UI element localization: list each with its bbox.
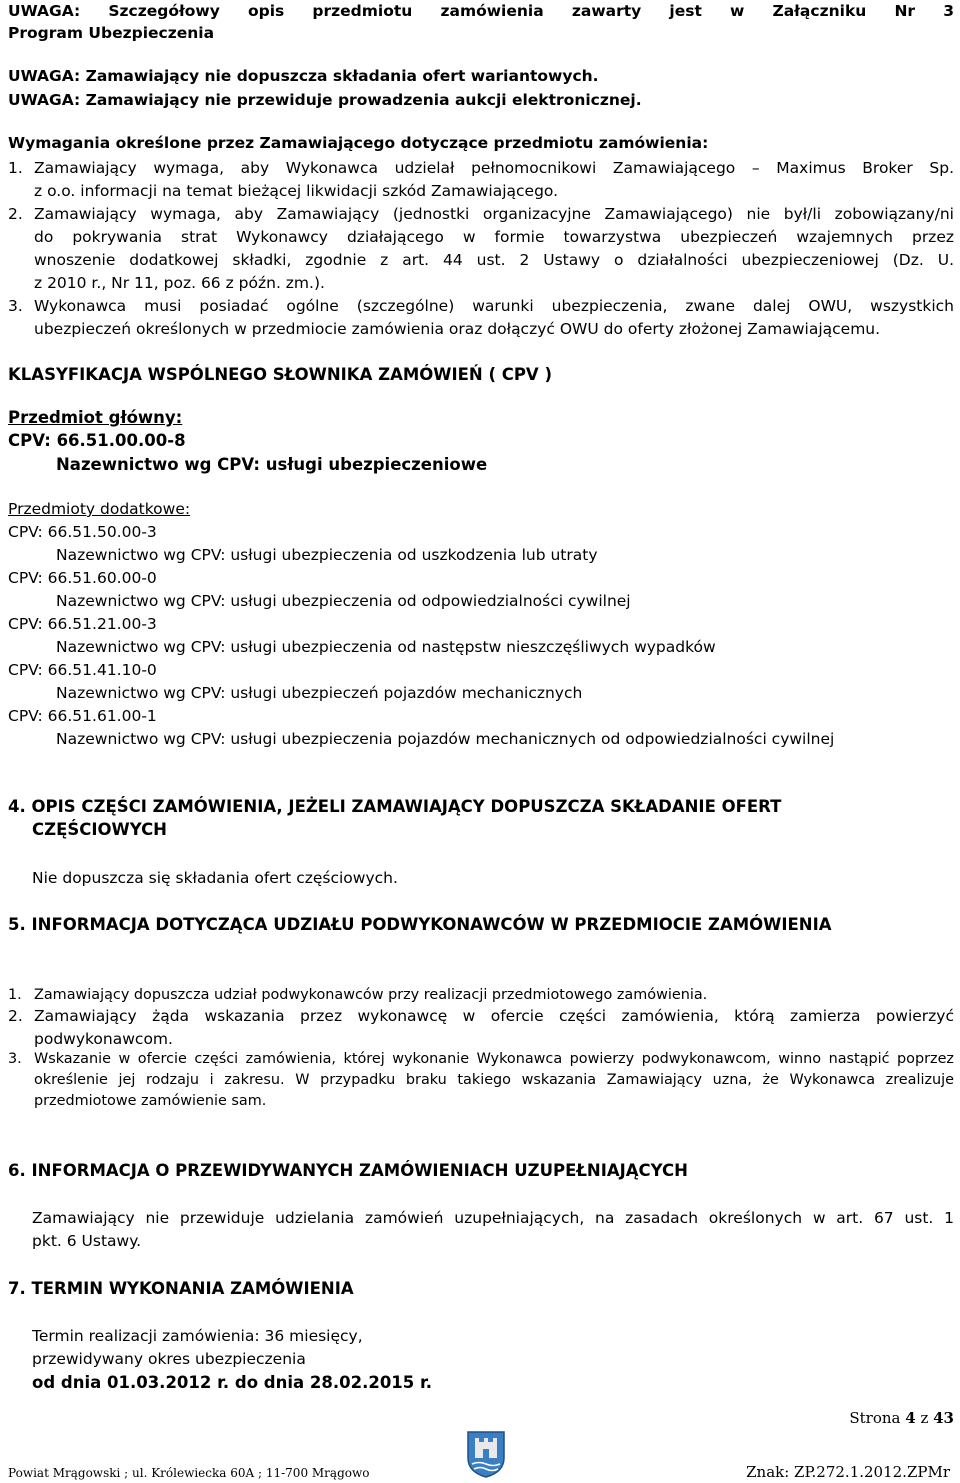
cpv-code: CPV: 66.51.41.10-0 [8, 661, 157, 679]
requirement-2-line1: Zamawiający wymaga, aby Zamawiający (jednostki organizacyjne Zamawiającego) nie był/li zobowiązany/ni [34, 205, 954, 223]
uwaga-variants: UWAGA: Zamawiający nie dopuszcza składania ofert wariantowych. [8, 67, 599, 85]
requirement-3-rest: ubezpieczeń określonych w przedmiocie zamówienia oraz dołączyć OWU do oferty złożonej Zamawiającemu. [34, 320, 881, 338]
footer-sign: Znak: ZP.272.1.2012.ZPMr [746, 1463, 950, 1481]
section-5-item-3-line1: Wskazanie w ofercie części zamówienia, której wykonanie Wykonawca powierzy podwykonawcom, winno nastąpić poprzez [34, 1051, 954, 1067]
page-mid: z [915, 1409, 934, 1427]
coat-of-arms-icon [466, 1430, 506, 1478]
cpv-main-label: Przedmiot główny: [8, 408, 183, 427]
cpv-code: CPV: 66.51.60.00-0 [8, 569, 157, 587]
section-5-item-2-rest: podwykonawcom. [34, 1030, 173, 1048]
uwaga-subject-line1: UWAGA: Szczegółowy opis przedmiotu zamówienia zawarty jest w Załączniku Nr 3 [8, 2, 954, 20]
requirements-title: Wymagania określone przez Zamawiającego dotyczące przedmiotu zamówienia: [8, 134, 709, 152]
section-7-title: 7. TERMIN WYKONANIA ZAMÓWIENIA [8, 1279, 354, 1298]
section-6-line1: Zamawiający nie przewiduje udzielania zamówień uzupełniających, na zasadach określonych w art. 67 ust. 1 [32, 1209, 954, 1227]
section-5-item-2-line1: Zamawiający żąda wskazania przez wykonawcę w ofercie części zamówienia, którą zamierza powierzyć [34, 1007, 954, 1025]
section-6-text [8, 1207, 954, 1253]
section-4-text: Nie dopuszcza się składania ofert częściowych. [32, 869, 398, 887]
cpv-additional-label: Przedmioty dodatkowe: [8, 500, 191, 518]
cpv-name: Nazewnictwo wg CPV: usługi ubezpieczenia od następstw nieszczęśliwych wypadków [56, 638, 716, 656]
requirement-3-line1: Wykonawca musi posiadać ogólne (szczególne) warunki ubezpieczenia, zwane dalej OWU, wszystkich [34, 297, 954, 315]
page-total: 43 [933, 1409, 954, 1427]
cpv-main-name: Nazewnictwo wg CPV: usługi ubezpieczeniowe [56, 455, 488, 474]
page-prefix: Strona [849, 1409, 906, 1427]
section-5-item-2-number: 2. [8, 1007, 23, 1025]
section-4-title [8, 795, 954, 841]
section-5-item-1 [8, 985, 954, 1006]
section-5-item-3-number: 3. [8, 1051, 22, 1067]
section-7-line1: Termin realizacji zamówienia: 36 miesięcy, [32, 1327, 363, 1345]
section-4-title-line2: CZĘŚCIOWYCH [32, 820, 167, 839]
section-6-rest: pkt. 6 Ustawy. [32, 1232, 142, 1250]
section-5-item-3-rest: przedmiotowe zamówienie sam. [34, 1093, 267, 1109]
section-5-item-3-line2: określenie jej rodzaju i zakresu. W przypadku braku takiego wskazania Zamawiający uzna, że Wykonawca zrealizuje [34, 1072, 954, 1088]
uwaga-auction: UWAGA: Zamawiający nie przewiduje prowadzenia aukcji elektronicznej. [8, 91, 642, 109]
section-5-item-1-text: Zamawiający dopuszcza udział podwykonawców przy realizacji przedmiotowego zamówienia. [34, 987, 708, 1003]
requirement-2 [8, 203, 954, 295]
requirement-1 [8, 157, 954, 203]
requirement-1-line1: Zamawiający wymaga, aby Wykonawca udzielał pełnomocnikowi Zamawiającego – Maximus Broker Sp. [34, 159, 954, 177]
requirement-2-rest: z 2010 r., Nr 11, poz. 66 z późn. zm.). [34, 274, 325, 292]
requirement-3-number: 3. [8, 297, 23, 315]
requirement-1-number: 1. [8, 159, 23, 177]
section-7-text [8, 1325, 954, 1394]
requirement-1-rest: z o.o. informacji na temat bieżącej likwidacji szkód Zamawiającego. [34, 182, 559, 200]
section-7-line2: przewidywany okres ubezpieczenia [32, 1350, 306, 1368]
cpv-name: Nazewnictwo wg CPV: usługi ubezpieczenia od odpowiedzialności cywilnej [56, 592, 631, 610]
section-5-item-1-number: 1. [8, 987, 22, 1003]
cpv-code: CPV: 66.51.50.00-3 [8, 523, 157, 541]
section-6-title: 6. INFORMACJA O PRZEWIDYWANYCH ZAMÓWIENIACH UZUPEŁNIAJĄCYCH [8, 1161, 688, 1180]
section-5-item-2 [8, 1005, 954, 1051]
cpv-name: Nazewnictwo wg CPV: usługi ubezpieczenia od uszkodzenia lub utraty [56, 546, 598, 564]
section-7-dates: od dnia 01.03.2012 r. do dnia 28.02.2015 r. [32, 1373, 433, 1392]
requirement-2-line2: do pokrywania strat Wykonawcy działającego w formie towarzystwa ubezpieczeń wzajemnych przez [34, 228, 954, 246]
section-5-item-3 [8, 1049, 954, 1112]
uwaga-subject-line2: Program Ubezpieczenia [8, 24, 215, 42]
footer-address: Powiat Mrągowski ; ul. Królewiecka 60A ; 11-700 Mrągowo [8, 1466, 370, 1480]
cpv-code: CPV: 66.51.21.00-3 [8, 615, 157, 633]
requirement-2-number: 2. [8, 205, 23, 223]
page-number [849, 1409, 954, 1427]
section-5-title: 5. INFORMACJA DOTYCZĄCA UDZIAŁU PODWYKONAWCÓW W PRZEDMIOCIE ZAMÓWIENIA [8, 915, 832, 934]
requirement-3 [8, 295, 954, 341]
cpv-main-code: CPV: 66.51.00.00-8 [8, 431, 186, 450]
cpv-title: KLASYFIKACJA WSPÓLNEGO SŁOWNIKA ZAMÓWIEŃ ( CPV ) [8, 365, 552, 384]
section-4-title-line1: 4. OPIS CZĘŚCI ZAMÓWIENIA, JEŻELI ZAMAWIAJĄCY DOPUSZCZA SKŁADANIE OFERT [8, 797, 782, 816]
cpv-additional-list [8, 521, 954, 751]
cpv-name: Nazewnictwo wg CPV: usługi ubezpieczeń pojazdów mechanicznych [56, 684, 583, 702]
cpv-name: Nazewnictwo wg CPV: usługi ubezpieczenia pojazdów mechanicznych od odpowiedzialności cywilnej [56, 730, 835, 748]
cpv-code: CPV: 66.51.61.00-1 [8, 707, 157, 725]
page-current: 4 [905, 1409, 916, 1427]
requirement-2-line3: wnoszenie dodatkowej składki, zgodnie z art. 44 ust. 2 Ustawy o działalności ubezpieczeniowej (Dz. U. [34, 251, 954, 269]
